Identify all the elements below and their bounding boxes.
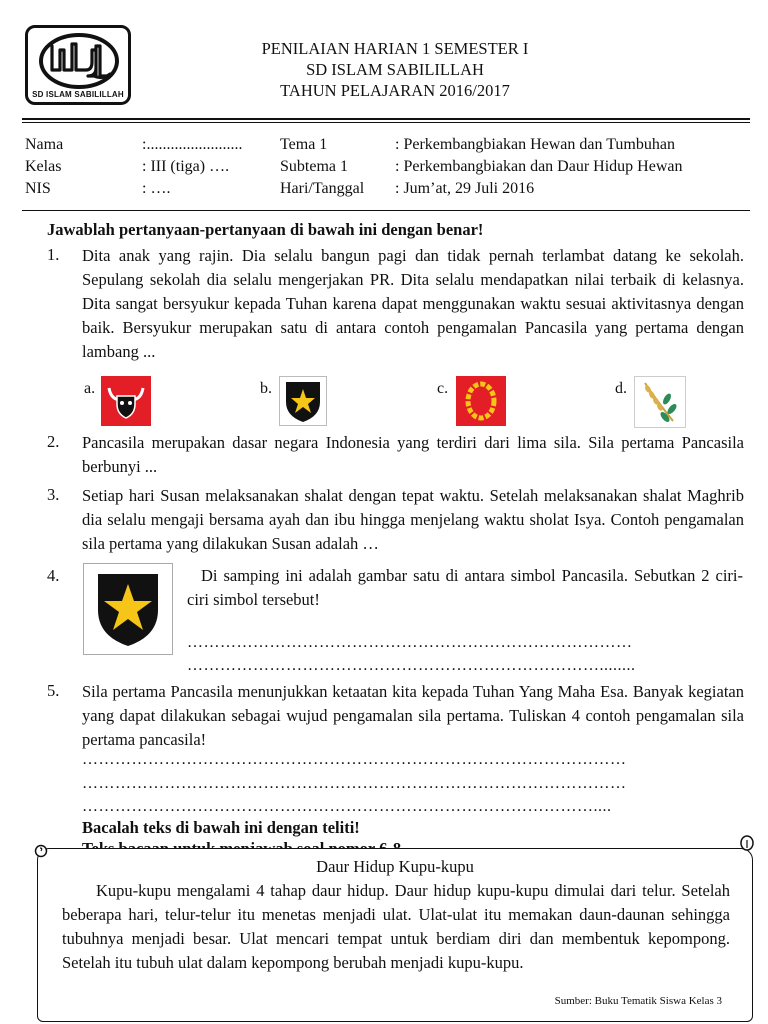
header-divider-thin [22,122,750,123]
question-5-answer-line-3[interactable]: ………………………………………………………………………………….... [82,798,612,815]
scroll-curl-left-icon [33,843,49,859]
school-logo [25,25,131,105]
reading-instruction: Bacalah teks di bawah ini dengan teliti! [82,818,360,837]
question-4-answer-line-2[interactable]: …………………………………………………………………........ [187,657,636,674]
instruction-heading: Jawablah pertanyaan-pertanyaan di bawah ini dengan benar! [47,220,484,239]
question-5-text: Sila pertama Pancasila menunjukkan ketaatan kita kepada Tuhan Yang Maha Esa. Banyak kegiatan yang dapat dilakukan sebagai wujud pengamalan sila pertama. Tuliskan 4 contoh pengamalan sila pertama pancasila! [82,682,744,749]
subtheme-value: : Perkembangbiakan dan Daur Hidup Hewan [395,158,683,175]
option-d-label[interactable]: d. [615,380,627,397]
bull-head-icon[interactable] [101,376,151,426]
exam-title: PENILAIAN HARIAN 1 SEMESTER I [261,39,529,58]
option-b-label[interactable]: b. [260,380,272,397]
question-5-answer-line-2[interactable]: ……………………………………………………………………………………… [82,775,627,792]
star-shield-icon [83,563,173,655]
theme-value: : Perkembangbiakan Hewan dan Tumbuhan [395,136,675,153]
question-5-number: 5. [47,681,60,700]
academic-year: TAHUN PELAJARAN 2016/2017 [280,81,510,100]
question-4-answer-line-1[interactable]: ……………………………………………………………………… [187,634,633,651]
class-label: Kelas [25,158,62,175]
school-logo-caption: SD ISLAM SABILILLAH [32,90,124,99]
reading-body: Kupu-kupu mengalami 4 tahap daur hidup. Daur hidup kupu-kupu dimulai dari telur. Setelah beberapa hari, telur-telur itu menetas menjadi ulat. Ulat-ulat itu memakan daun-daunan sehingga tubuhnya menjadi besar. Ulat mencari tempat untuk berdiam diri dan membentuk kepompong. Setelah itu tubuh ulat dalam kepompong berubah menjadi kupu-kupu. [62,881,730,972]
question-3-number: 3. [47,485,60,504]
name-field[interactable]: :........................ [142,136,243,153]
class-field[interactable]: : III (tiga) …. [142,158,230,175]
option-c-label[interactable]: c. [437,380,449,397]
header-divider [22,118,750,120]
question-1-text: Dita anak yang rajin. Dia selalu bangun pagi dan tidak pernah terlambat datang ke sekolah. Sepulang sekolah dia selalu mengerjakan PR. Dita selalu mendapatkan nilai terbaik di kelasnya. Dita sangat bersyukur kepada Tuhan karena dapat menggunakan waktu sesuai aktivitasnya dengan baik. Bersyukur merupakan satu di antara contoh pengamalan Pancasila yang pertama dengan lambang ... [82,246,744,361]
question-3-text: Setiap hari Susan melaksanakan shalat dengan tepat waktu. Setelah melaksanakan shalat Maghrib dia selalu mengaji bersama ayah dan ibu hingga menjelang waktu sholat Isya. Contoh pengamalan sila pertama yang dilakukan Susan adalah … [82,486,744,553]
date-label: Hari/Tanggal [280,180,365,197]
scroll-curl-right-icon [738,834,756,852]
question-1-number: 1. [47,245,60,264]
info-divider [22,210,750,211]
theme-label: Tema 1 [280,136,328,153]
reading-title: Daur Hidup Kupu-kupu [316,857,474,876]
school-name: SD ISLAM SABILILLAH [306,60,484,79]
nis-label: NIS [25,180,51,197]
name-label: Nama [25,136,64,153]
question-5-answer-line-1[interactable]: ……………………………………………………………………………………… [82,751,627,768]
chain-icon[interactable] [456,376,506,426]
school-logo-icon [36,32,122,94]
question-4-text: Di samping ini adalah gambar satu di antara simbol Pancasila. Sebutkan 2 ciri-ciri simbol tersebut! [187,566,743,609]
question-4-number: 4. [47,566,60,585]
option-a-label[interactable]: a. [84,380,96,397]
star-shield-icon[interactable] [279,376,327,426]
question-2-text: Pancasila merupakan dasar negara Indonesia yang terdiri dari lima sila. Sila pertama Pancasila berbunyi ... [82,433,744,476]
subtheme-label: Subtema 1 [280,158,348,175]
exam-header [160,38,630,101]
date-value: : Jum’at, 29 Juli 2016 [395,180,535,197]
reading-source: Sumber: Buku Tematik Siswa Kelas 3 [554,995,722,1007]
question-2-number: 2. [47,432,60,451]
nis-field[interactable]: : …. [142,180,171,197]
reading-scroll [37,848,753,1022]
rice-cotton-icon[interactable] [634,376,686,428]
